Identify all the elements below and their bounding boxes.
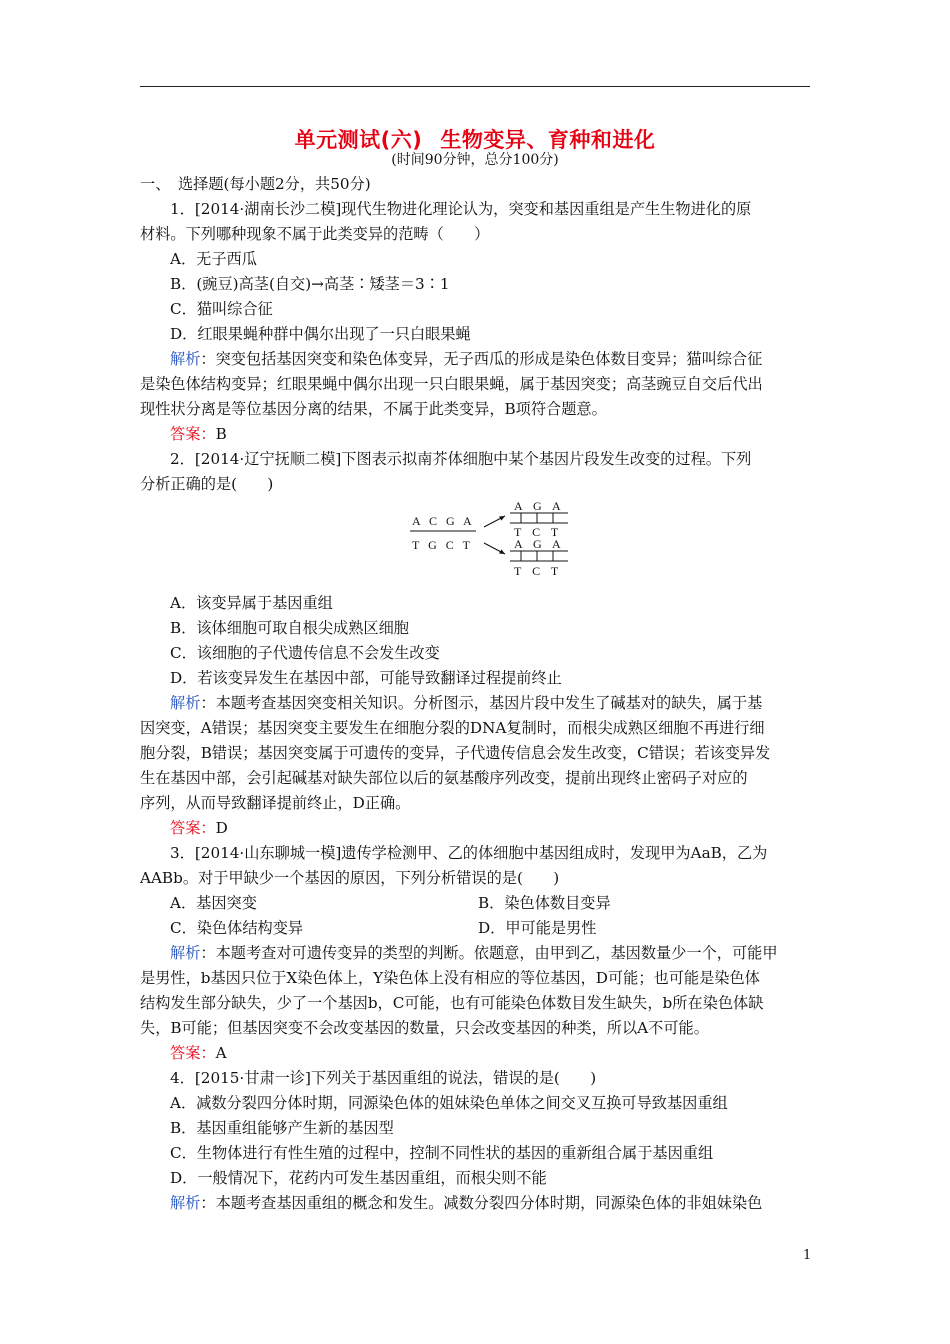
- dna-upper-bottom: T C T: [514, 525, 563, 539]
- dna-left-bottom: T G C T: [412, 538, 473, 552]
- q3-analysis-label: 解析: [170, 944, 201, 962]
- q2-option-a: A．该变异属于基因重组: [170, 594, 333, 612]
- q3-answer-label: 答案：: [170, 1044, 216, 1062]
- dna-diagram: [140, 499, 810, 591]
- q2-analysis-label: 解析: [170, 694, 201, 712]
- q2-analysis-line4: 生在基因中部，会引起碱基对缺失部位以后的氨基酸序列改变，提前出现终止密码子对应的: [140, 769, 748, 787]
- q1-answer-label: 答案：: [170, 425, 216, 443]
- page-subtitle: (时间90分钟，总分100分): [391, 152, 559, 168]
- q1-stem-line2: 材料。下列哪种现象不属于此类变异的范畴（ ）: [140, 225, 490, 243]
- q2-stem-line1: 2．[2014·辽宁抚顺二模]下图表示拟南芥体细胞中某个基因片段发生改变的过程。下列: [170, 450, 752, 468]
- section-heading: 一、 选择题(每小题2分，共50分): [140, 175, 371, 193]
- q4-option-a: A．减数分裂四分体时期，同源染色体的姐妹染色单体之间交叉互换可导致基因重组: [170, 1094, 728, 1112]
- q1-answer: [140, 422, 810, 447]
- q4-option-b: B．基因重组能够产生新的基因型: [170, 1119, 394, 1137]
- q1-stem-line1: 1．[2014·湖南长沙二模]现代生物进化理论认为，突变和基因重组是产生生物进化的原: [170, 200, 752, 218]
- q1-analysis-text: ：突变包括基因突变和染色体变异，无子西瓜的形成是染色体数目变异；猫叫综合征: [200, 350, 763, 368]
- q4-analysis-text: ：本题考查基因重组的概念和发生。减数分裂四分体时期，同源染色体的非姐妹染色: [200, 1194, 763, 1212]
- q1-analysis-line3: 现性状分离是等位基因分离的结果，不属于此类变异，B项符合题意。: [140, 400, 607, 418]
- q3-options-row2: [140, 916, 810, 941]
- q3-analysis-line3: 结构发生部分缺失，少了一个基因b，C可能，也有可能染色体数目发生缺失，b所在染色体缺: [140, 994, 764, 1012]
- q3-answer-value: A: [215, 1044, 227, 1062]
- q3-options-row1: [140, 891, 810, 916]
- q2-answer: [140, 816, 810, 841]
- q2-option-b: B．该体细胞可取自根尖成熟区细胞: [170, 619, 409, 637]
- q3-analysis-line4: 失，B可能；但基因突变不会改变基因的数量，只会改变基因的种类，所以A不可能。: [140, 1019, 709, 1037]
- q3-analysis-line2: 是男性，b基因只位于X染色体上，Y染色体上没有相应的等位基因，D可能；也可能是染色体: [140, 969, 760, 987]
- q4-stem-line1: 4．[2015·甘肃一诊]下列关于基因重组的说法，错误的是( ): [170, 1069, 597, 1087]
- q1-analysis-line1: [140, 347, 810, 372]
- dna-upper-top: A G A: [514, 499, 565, 513]
- q3-analysis-text: ：本题考查对可遗传变异的类型的判断。依题意，由甲到乙，基因数量少一个，可能甲: [200, 944, 778, 962]
- q3-stem-line1: 3．[2014·山东聊城一模]遗传学检测甲、乙的体细胞中基因组成时，发现甲为AaB，乙为: [170, 844, 768, 862]
- q2-answer-label: 答案：: [170, 819, 216, 837]
- q3-option-b: B．染色体数目变异: [478, 894, 611, 912]
- dna-left-top: A C G A: [412, 514, 475, 528]
- q1-analysis-label: 解析: [170, 350, 201, 368]
- document-body: [140, 172, 810, 1216]
- q2-analysis-line1: [140, 691, 810, 716]
- dna-lower-bottom: T C T: [514, 564, 563, 578]
- q2-analysis-text: ：本题考查基因突变相关知识。分析图示，基因片段中发生了碱基对的缺失，属于基: [200, 694, 763, 712]
- q1-option-d: D．红眼果蝇种群中偶尔出现了一只白眼果蝇: [170, 325, 471, 343]
- q2-answer-value: D: [215, 819, 228, 837]
- title-part2: 生物变异、育种和进化: [440, 128, 656, 152]
- q1-option-c: C．猫叫综合征: [170, 300, 273, 318]
- q3-option-a: A．基因突变: [170, 894, 257, 912]
- dna-lower-top: A G A: [514, 537, 565, 551]
- q1-analysis-line2: 是染色体结构变异；红眼果蝇中偶尔出现一只白眼果蝇，属于基因突变；高茎豌豆自交后代出: [140, 375, 763, 393]
- q2-option-d: D．若该变异发生在基因中部，可能导致翻译过程提前终止: [170, 669, 562, 687]
- q2-stem-line2: 分析正确的是( ): [140, 475, 274, 493]
- q3-analysis-line1: [140, 941, 810, 966]
- q4-option-c: C．生物体进行有性生殖的过程中，控制不同性状的基因的重新组合属于基因重组: [170, 1144, 714, 1162]
- header-rule: [140, 86, 810, 87]
- q2-analysis-line2: 因突变，A错误；基因突变主要发生在细胞分裂的DNA复制时，而根尖成熟区细胞不再进行细: [140, 719, 765, 737]
- q2-analysis-line3: 胞分裂，B错误；基因突变属于可遗传的变异，子代遗传信息会发生改变，C错误；若该变异发: [140, 744, 771, 762]
- q1-option-a: A．无子西瓜: [170, 250, 257, 268]
- q3-stem-line2: AABb。对于甲缺少一个基因的原因，下列分析错误的是( ): [140, 869, 560, 887]
- q2-analysis-line5: 序列，从而导致翻译提前终止，D正确。: [140, 794, 411, 812]
- q3-option-c: C．染色体结构变异: [170, 919, 304, 937]
- q4-option-d: D．一般情况下，花药内可发生基因重组，而根尖则不能: [170, 1169, 547, 1187]
- q1-option-b: B．(豌豆)高茎(自交)→高茎∶矮茎＝3∶1: [170, 275, 450, 293]
- q2-option-c: C．该细胞的子代遗传信息不会发生改变: [170, 644, 440, 662]
- q3-answer: [140, 1041, 810, 1066]
- q4-analysis-label: 解析: [170, 1194, 201, 1212]
- q4-analysis-line1: [140, 1191, 810, 1216]
- q1-answer-value: B: [215, 425, 227, 443]
- q3-option-d: D．甲可能是男性: [478, 919, 597, 937]
- title-part1: 单元测试(六): [294, 128, 423, 152]
- page-number: 1: [803, 1248, 812, 1263]
